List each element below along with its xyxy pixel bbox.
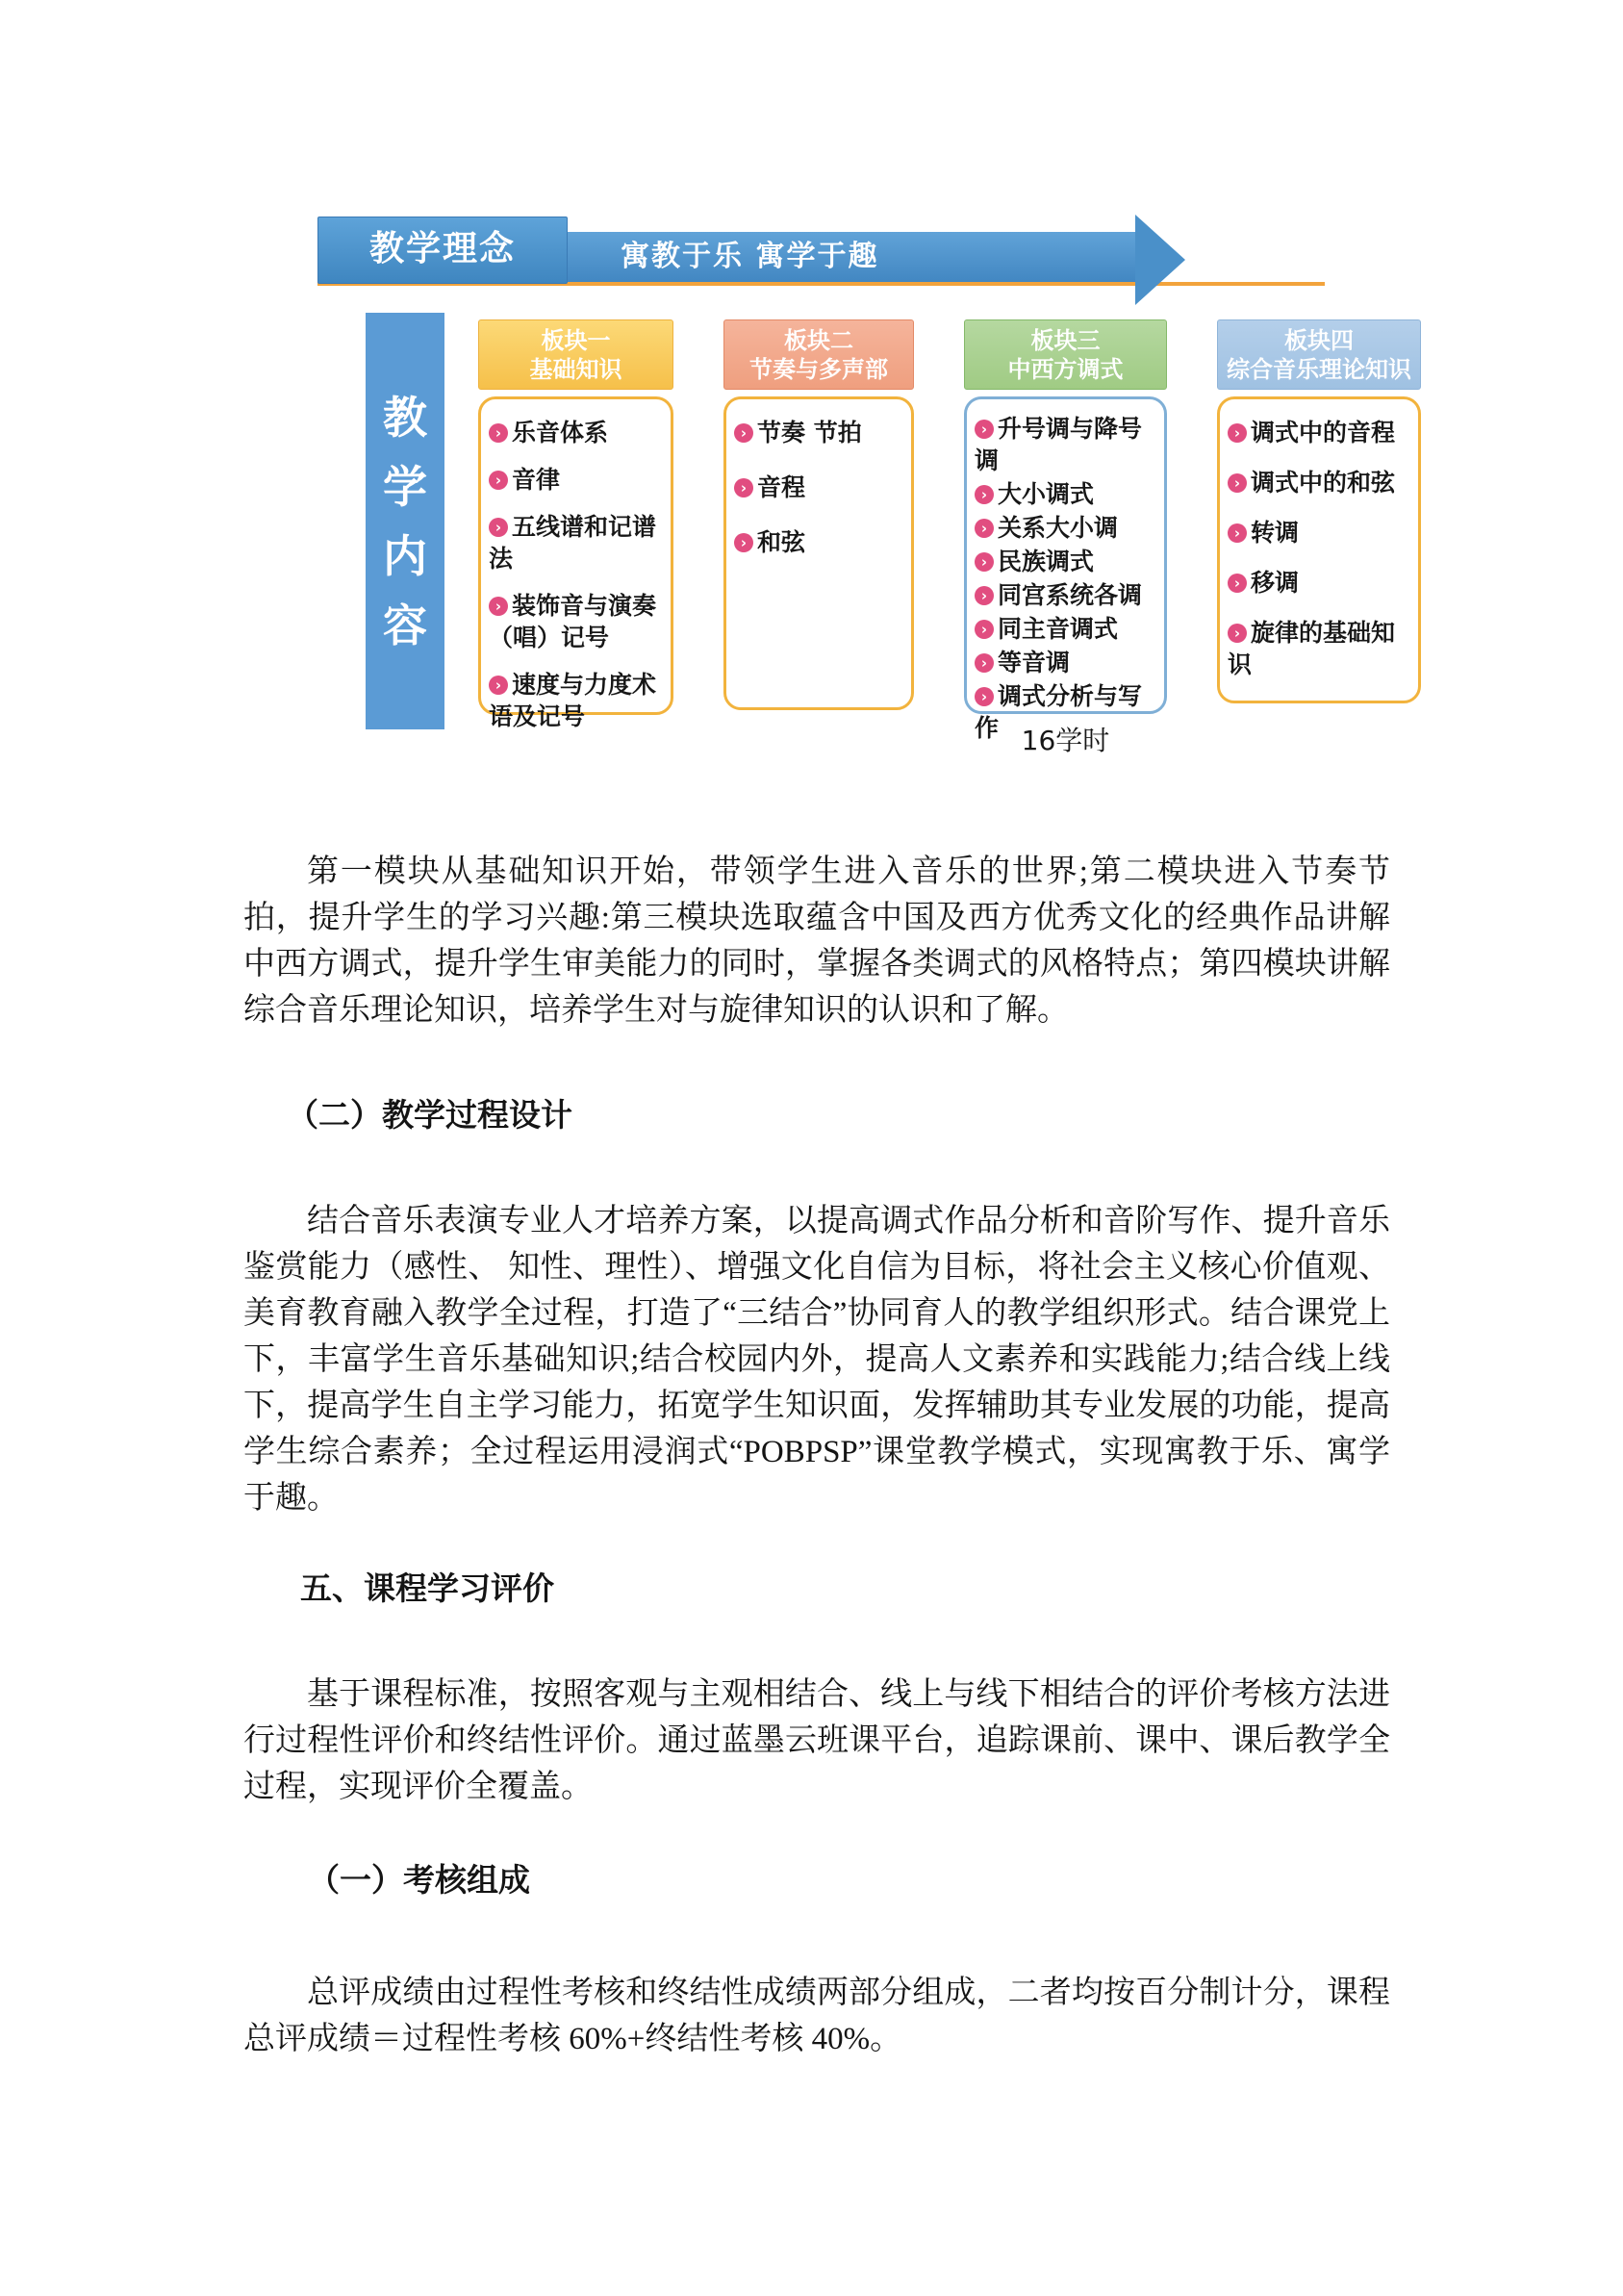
heading-assessment-composition: （一）考核组成 (308, 1861, 530, 1899)
chevron-bullet-icon: › (489, 597, 508, 616)
topic-item-label: 装饰音与演奏（唱）记号 (489, 592, 657, 651)
chevron-bullet-icon: › (489, 518, 508, 537)
module-2 (723, 319, 914, 710)
module-title-line: 综合音乐理论知识 (1227, 355, 1411, 383)
module-title-line: 板块三 (1030, 326, 1101, 354)
class-hours-note: 16学时 (1021, 725, 1110, 756)
chevron-bullet-icon: › (734, 423, 753, 443)
paragraph-teaching-process: 结合音乐表演专业人才培养方案，以提高调式作品分析和音阶写作、提升音乐鉴赏能力（感性、 知性、理性）、增强文化自信为目标，将社会主义核心价值观、美育教育融入教学全过程，打造了“三结合”协同育人的教学组织形式。结合课党上下，丰富学生音乐基础知识;结合校园内外，提高人文素养和实践能力;结合线上线下，提高学生自主学习能力，拓宽学生知识面，发挥辅助其专业发展的功能，提高学生综合素养；全过程运用浸润式“POBPSP”课堂教学模式，实现寓教于乐、寓学于趣。 (243, 1204, 1390, 1516)
module-title-line: 基础知识 (529, 355, 622, 383)
sidebar-char: 学 (383, 460, 427, 513)
topic-item-label: 同宫系统各调 (998, 581, 1143, 609)
chevron-bullet-icon: › (489, 676, 508, 695)
module-header (478, 319, 673, 390)
topic-item (489, 511, 663, 574)
topic-item-label: 和弦 (757, 528, 806, 556)
topic-item-label: 五线谱和记谱法 (489, 513, 657, 573)
topic-item-label: 旋律的基础知识 (1228, 619, 1396, 678)
chevron-bullet-icon: › (1228, 523, 1247, 543)
chevron-bullet-icon: › (975, 485, 994, 504)
topic-item (734, 417, 903, 448)
module-topic-box (1217, 396, 1421, 703)
topic-item (489, 590, 663, 653)
topic-item (975, 647, 1156, 678)
topic-item-label: 速度与力度术语及记号 (489, 671, 657, 730)
module-title-line: 板块一 (541, 326, 611, 354)
heading-teaching-process-design: （二）教学过程设计 (287, 1096, 572, 1134)
topic-item-label: 乐音体系 (512, 419, 609, 446)
topic-item-label: 同主音调式 (998, 615, 1119, 643)
topic-item (975, 478, 1156, 510)
chevron-bullet-icon: › (734, 533, 753, 552)
chevron-bullet-icon: › (1228, 473, 1247, 493)
arrow-right-icon (1135, 215, 1185, 305)
module-title-line: 板块二 (784, 326, 853, 354)
module-header (723, 319, 914, 390)
chevron-bullet-icon: › (1228, 574, 1247, 593)
topic-item (1228, 417, 1410, 448)
topic-item (1228, 517, 1410, 548)
chevron-bullet-icon: › (734, 478, 753, 497)
sidebar-char: 内 (383, 529, 427, 582)
chevron-bullet-icon: › (975, 620, 994, 639)
module-1 (478, 319, 673, 730)
topic-item-label: 升号调与降号调 (975, 415, 1143, 474)
chevron-bullet-icon: › (975, 687, 994, 706)
teaching-philosophy-label: 教学理念 (317, 217, 568, 284)
topic-item (975, 546, 1156, 577)
philosophy-arrow-text: 寓教于乐 寓学于趣 (621, 240, 879, 273)
topic-item-label: 调式分析与写作 (975, 682, 1143, 742)
module-topic-box (723, 396, 914, 710)
module-title-line: 板块四 (1284, 326, 1354, 354)
topic-item-label: 音律 (512, 466, 561, 494)
module-topic-box (478, 396, 673, 730)
chevron-bullet-icon: › (975, 420, 994, 439)
topic-item-label: 转调 (1251, 519, 1300, 547)
heading-course-evaluation: 五、课程学习评价 (300, 1569, 554, 1607)
topic-item (734, 526, 903, 558)
topic-item (1228, 617, 1410, 680)
chevron-bullet-icon: › (1228, 624, 1247, 643)
module-header (1217, 319, 1421, 390)
chevron-bullet-icon: › (975, 552, 994, 572)
sidebar-char: 教 (383, 391, 427, 444)
topic-item (1228, 467, 1410, 498)
sidebar-char: 容 (383, 599, 427, 651)
topic-item-label: 调式中的音程 (1251, 419, 1396, 446)
topic-item-label: 移调 (1251, 569, 1300, 597)
topic-item (489, 417, 663, 448)
topic-item (975, 413, 1156, 476)
teaching-diagram (0, 0, 1623, 770)
topic-item (975, 613, 1156, 645)
chevron-bullet-icon: › (975, 653, 994, 673)
chevron-bullet-icon: › (489, 423, 508, 443)
chevron-bullet-icon: › (975, 586, 994, 605)
paragraph-assessment-composition: 总评成绩由过程性考核和终结性成绩两部分组成，二者均按百分制计分，课程总评成绩＝过程性考核 60%+终结性考核 40%。 (243, 1976, 1390, 2056)
module-title-line: 中西方调式 (1007, 355, 1124, 383)
chevron-bullet-icon: › (489, 471, 508, 490)
topic-item (489, 464, 663, 496)
topic-item-label: 音程 (757, 473, 806, 501)
topic-item-label: 等音调 (998, 649, 1071, 676)
topic-item-label: 大小调式 (998, 480, 1095, 508)
topic-item-label: 调式中的和弦 (1251, 469, 1396, 497)
paragraph-evaluation-method: 基于课程标准，按照客观与主观相结合、线上与线下相结合的评价考核方法进行过程性评价和终结性评价。通过蓝墨云班课平台，追踪课前、课中、课后教学全过程，实现评价全覆盖。 (243, 1677, 1390, 1804)
chevron-bullet-icon: › (1228, 423, 1247, 443)
chevron-bullet-icon: › (975, 519, 994, 538)
topic-item-label: 关系大小调 (998, 514, 1119, 542)
module-header (964, 319, 1167, 390)
topic-item (1228, 567, 1410, 599)
teaching-content-sidebar (366, 313, 444, 729)
topic-item (975, 512, 1156, 544)
topic-item (734, 472, 903, 503)
topic-item (489, 669, 663, 732)
topic-item (975, 579, 1156, 611)
module-title-line: 节奏与多声部 (749, 355, 888, 383)
topic-item-label: 节奏 节拍 (757, 419, 862, 446)
paragraph-modules-overview: 第一模块从基础知识开始，带领学生进入音乐的世界;第二模块进入节奏节拍，提升学生的学习兴趣:第三模块选取蕴含中国及西方优秀文化的经典作品讲解中西方调式，提升学生审美能力的同时，掌握各类调式的风格特点；第四模块讲解综合音乐理论知识，培养学生对与旋律知识的认识和了解。 (243, 855, 1390, 1028)
module-4 (1217, 319, 1421, 703)
topic-item-label: 民族调式 (998, 548, 1095, 575)
